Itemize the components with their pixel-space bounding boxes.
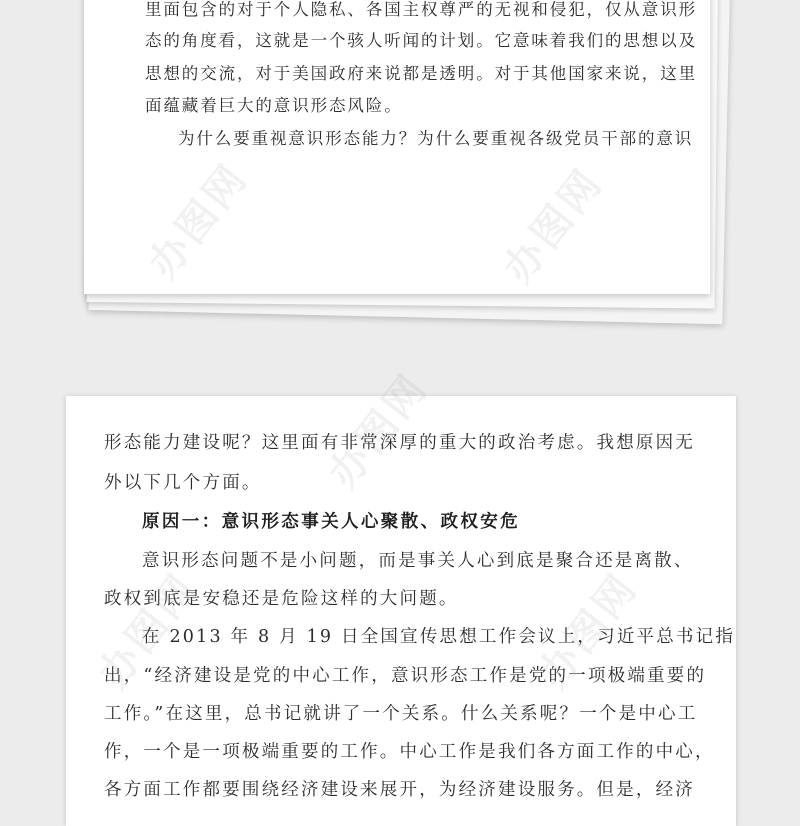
- text-line: 态的角度看，这就是一个骇人听闻的计划。它意味着我们的思想以及: [145, 31, 697, 50]
- text-line: 政权到底是安稳还是危险这样的大问题。: [104, 589, 459, 609]
- text-line: 出，“经济建设是党的中心工作，意识形态工作是党的一项极端重要的: [104, 666, 707, 686]
- text-line: 面蕴藏着巨大的意识形态风险。: [145, 96, 403, 115]
- text-line: 各方面工作都要围绕经济建设来展开，为经济建设服务。但是，经济: [104, 780, 695, 800]
- paragraph-first-line: 在 2013 年 8 月 19 日全国宣传思想工作会议上，习近平总书记指: [142, 627, 736, 647]
- text-line: 工作。”在这里，总书记就讲了一个关系。什么关系呢？一个是中心工: [104, 704, 698, 724]
- section-heading: 原因一：意识形态事关人心聚散、政权安危: [142, 512, 521, 532]
- text-line: 思想的交流，对于美国政府来说都是透明。对于其他国家来说，这里: [145, 64, 697, 83]
- text-line: 作，一个是一项极端重要的工作。中心工作是我们各方面工作的中心，: [104, 742, 715, 762]
- text-line: 里面包含的对于个人隐私、各国主权尊严的无视和侵犯，仅从意识形: [145, 0, 697, 19]
- text-line: 形态能力建设呢？这里面有非常深厚的重大的政治考虑。我想原因无: [104, 433, 695, 453]
- text-line: 外以下几个方面。: [104, 473, 262, 493]
- paragraph-first-line: 意识形态问题不是小问题，而是事关人心到底是聚合还是离散、: [142, 551, 694, 571]
- paragraph-first-line: 为什么要重视意识形态能力？为什么要重视各级党员干部的意识: [178, 129, 694, 148]
